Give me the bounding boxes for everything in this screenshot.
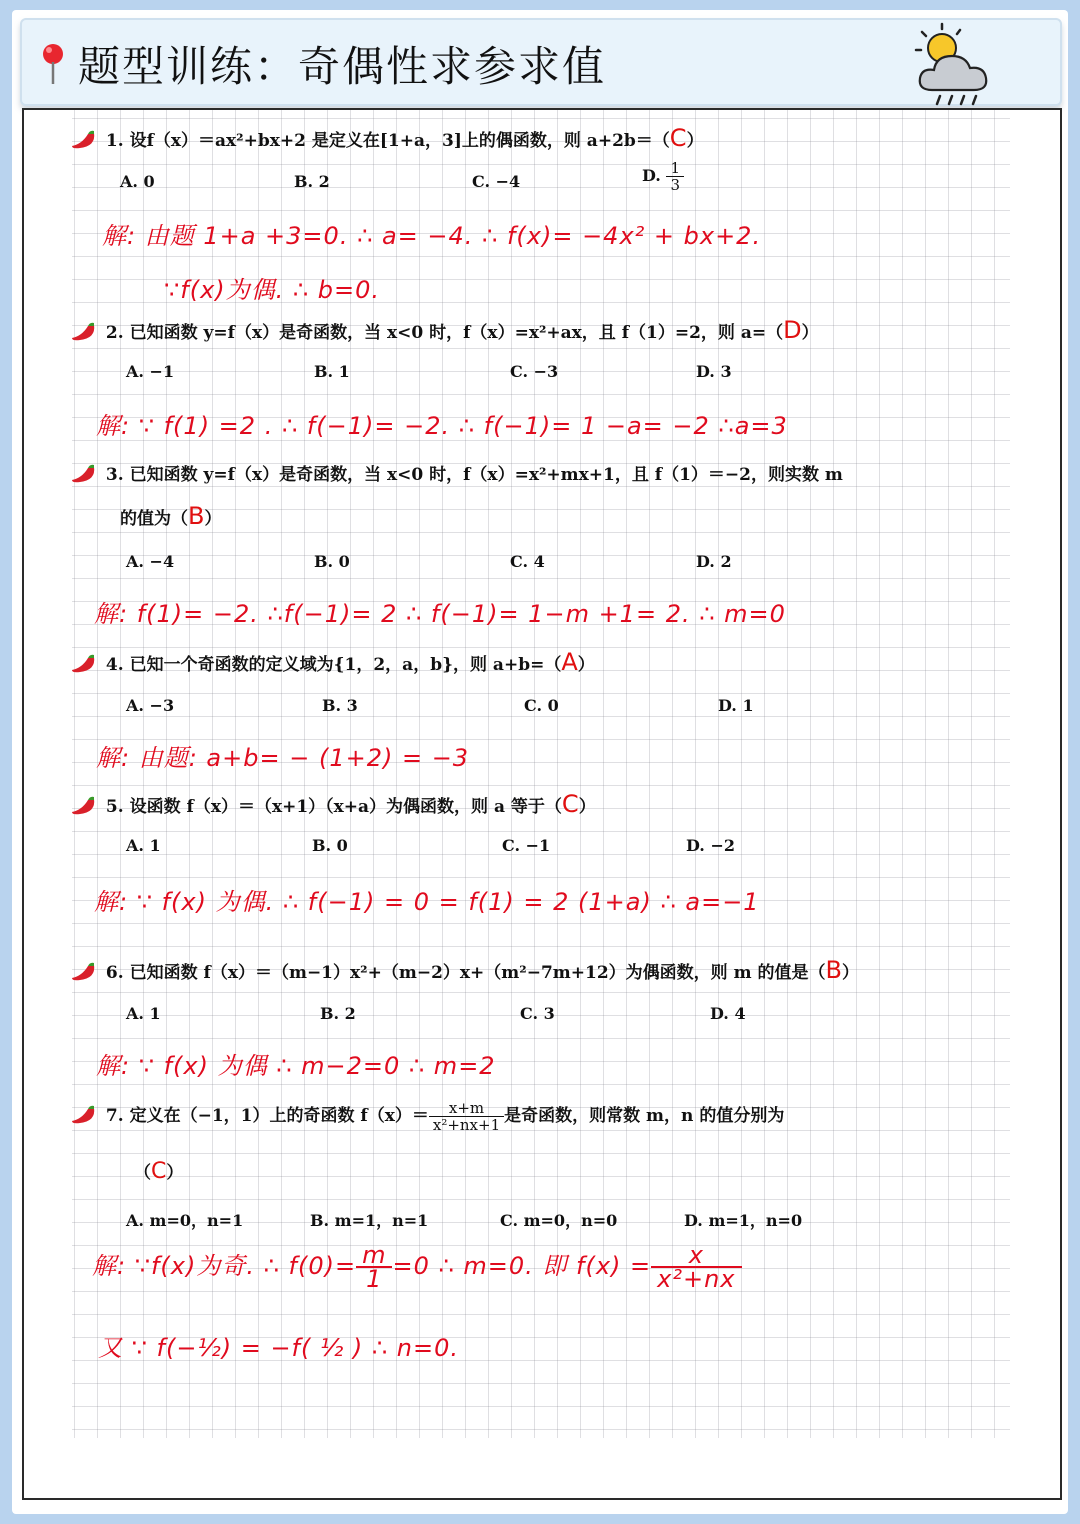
chili-icon (70, 654, 96, 679)
solution-6: 解: ∵ f(x) 为偶 ∴ m−2=0 ∴ m=2 (96, 1052, 496, 1080)
question-4: 4. 已知一个奇函数的定义域为{1，2，a，b}，则 a+b=（A） (70, 648, 595, 679)
option-d: D. 2 (696, 552, 732, 571)
chili-icon (70, 130, 96, 155)
question-3-cont: 的值为（B） (120, 502, 222, 530)
question-2: 2. 已知函数 y=f（x）是奇函数，当 x<0 时，f（x）=x²+ax，且 f（1）=2，则 a=（D） (70, 316, 819, 347)
answer-mark: C (151, 1159, 167, 1184)
question-7: 7. 定义在（−1，1）上的奇函数 f（x）＝ $\frac{x+m}{\text{x²+nx+1}}$ 是奇函数，则常数 m，n 的值分别为 (70, 1100, 784, 1133)
answer-mark: D (783, 316, 802, 344)
option-c: C. 4 (510, 552, 545, 571)
solution-5: 解: ∵ f(x) 为偶. ∴ f(−1) = 0 = f(1) = 2 (1+a) ∴ a=−1 (94, 888, 760, 916)
option-b: B. 1 (314, 362, 350, 381)
question-3: 3. 已知函数 y=f（x）是奇函数，当 x<0 时，f（x）=x²+mx+1，且 f（1）＝−2，则实数 m (70, 460, 843, 489)
question-6: 6. 已知函数 f（x）＝（m−1）x²+（m−2）x+（m²−7m+12）为偶函数，则 m 的值是（B） (70, 956, 859, 987)
partly-cloudy-rain-icon (904, 20, 1004, 110)
chili-icon (70, 796, 96, 821)
answer-mark: C (561, 790, 579, 818)
page-title: 题型训练：奇偶性求参求值 (78, 42, 607, 91)
option-c: C. −1 (502, 836, 551, 855)
chili-icon (70, 962, 96, 987)
chili-icon (70, 464, 96, 489)
option-b: B. 0 (312, 836, 348, 855)
question-5: 5. 设函数 f（x）＝（x+1）（x+a）为偶函数，则 a 等于（C） (70, 790, 596, 821)
answer-mark: A (561, 648, 578, 676)
solution-7-line-2: 又 ∵ f(−½) = −f( ½ ) ∴ n=0. (98, 1334, 459, 1362)
option-d: D. 1 (718, 696, 754, 715)
option-d: D. 4 (710, 1004, 746, 1023)
option-b: B. 2 (320, 1004, 356, 1023)
question-7-cont: （C） (134, 1159, 184, 1184)
worksheet (22, 108, 1062, 1500)
option-a: A. −1 (126, 362, 175, 381)
option-c: C. −4 (472, 172, 521, 191)
solution-7-line-1: 解: ∵f(x)为奇. ∴ f(0)= $\frac{m}{1}$ =0 ∴ m=0. 即 f(x) = $\frac{x}{\text{x²+nx}}$ (92, 1244, 742, 1290)
header-banner (20, 18, 1062, 106)
solution-1-line-2: ∵f(x)为偶. ∴ b=0. (164, 276, 381, 304)
option-d: D. 3 (696, 362, 732, 381)
answer-mark: C (669, 124, 687, 152)
chili-icon (70, 1105, 96, 1130)
option-d: D. $\frac{1}{3}$ (642, 160, 684, 193)
solution-1-line-1: 解: 由题 1+a +3=0. ∴ a= −4. ∴ f(x)= −4x² + bx+2. (102, 222, 762, 250)
chili-icon (70, 322, 96, 347)
option-b: B. m=1，n=1 (310, 1211, 429, 1230)
question-1: 1. 设f（x）＝ax²+bx+2 是定义在[1+a，3]上的偶函数，则 a+2b＝（C） (70, 124, 704, 155)
option-c: C. −3 (510, 362, 559, 381)
option-a: A. −4 (126, 552, 175, 571)
option-d: D. m=1，n=0 (684, 1211, 803, 1230)
solution-2: 解: ∵ f(1) =2 . ∴ f(−1)= −2. ∴ f(−1)= 1 −a= −2 ∴a=3 (96, 412, 788, 440)
option-b: B. 2 (294, 172, 330, 191)
option-b: B. 3 (322, 696, 358, 715)
answer-mark: B (825, 956, 842, 984)
pin-icon (40, 42, 66, 90)
option-d: D. −2 (686, 836, 735, 855)
solution-4: 解: 由题: a+b= − (1+2) = −3 (96, 744, 470, 772)
option-a: A. m=0，n=1 (126, 1211, 244, 1230)
option-c: C. m=0，n=0 (500, 1211, 618, 1230)
option-c: C. 3 (520, 1004, 555, 1023)
option-a: A. −3 (126, 696, 175, 715)
answer-mark: B (188, 502, 205, 530)
option-a: A. 1 (126, 1004, 161, 1023)
option-b: B. 0 (314, 552, 350, 571)
function-fraction: $\frac{x+m}{\text{x²+nx+1}}$ (429, 1100, 504, 1133)
option-c: C. 0 (524, 696, 559, 715)
option-a: A. 1 (126, 836, 161, 855)
option-a: A. 0 (120, 172, 155, 191)
solution-3: 解: f(1)= −2. ∴f(−1)= 2 ∴ f(−1)= 1−m +1= 2. ∴ m=0 (94, 600, 786, 628)
